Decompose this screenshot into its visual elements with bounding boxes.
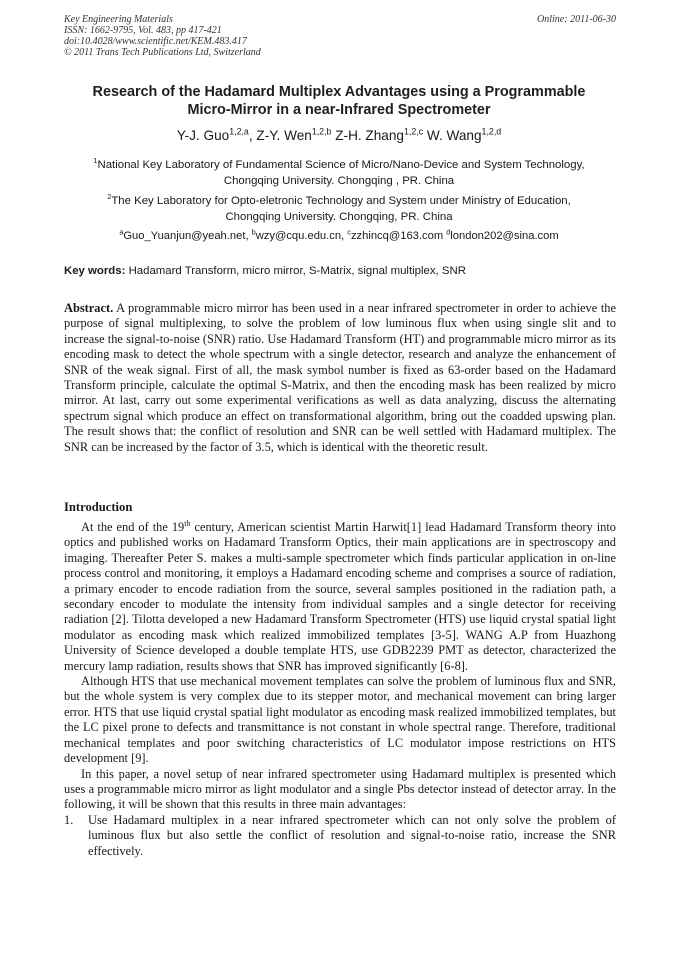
affiliation-sup: 2 xyxy=(107,192,112,202)
paragraph-text: century, American scientist Martin Harwit[1] lead Hadamard Transform theory into optics and published works on Hadamard Transform Optics, their main applications are in spectroscopy and imaging. Thereafter Peter S. makes a multi-sample spectrometer which finds particular application in on-line process control and monitoring, it employs a Hadamard encoding scheme and comprises a source of radiation, a primary encoder to encode radiation from the source, several samples positioned in the radiation path, a secondary encoder to modulate the intensity from individual samples and a single detector for receiving radiation [2]. Tilotta developed a new Hadamard Transform Spectrometer (HTS) use liquid crystal spatial light modulator as encoding mask which realized immobilized templates [3-5]. WANG A.P from Huazhong University of Science developed a double template HTS, use GDB2239 PMT as detector, characterized the mercury lamp radiation, results shows that SNR has improved significantly [6-8]. xyxy=(64,520,616,673)
author xyxy=(177,128,257,143)
paragraph xyxy=(64,520,616,674)
doi-line: doi:10.4028/www.scientific.net/KEM.483.417 xyxy=(64,36,247,47)
keywords-label: Key words: xyxy=(64,265,126,277)
author xyxy=(427,128,501,143)
paragraph-text: At the end of the 19 xyxy=(81,520,185,534)
affiliation-line: Chongqing University. Chongqing, PR. China xyxy=(225,211,453,223)
affiliation-line: Chongqing University. Chongqing , PR. China xyxy=(223,175,455,187)
affiliation-sup: 1 xyxy=(93,156,98,166)
list-text: Use Hadamard multiplex in a near infrared spectrometer which can not only solve the problem of luminous flux but also settle the conflict of resolution and signal-to-noise ratio, increase the SNR effectively. xyxy=(88,812,616,858)
affiliation-line xyxy=(40,157,638,173)
author-affil-sup: 1,2,a xyxy=(229,126,249,137)
paragraph: Although HTS that use mechanical movement templates can solve the problem of luminous flux and SNR, but the whole system is very complex due to its stepper motor, and mechanical movement can bring larger error. HTS that use liquid crystal spatial light modulator as encoding mask realized immobilized templates, but the LC pixel prone to defects and transmittance is not constant in whole spectral range. Therefore, traditional mechanical templates and poor switching characteristics of LC modulator impose restrictions on HTS development [9]. xyxy=(64,674,616,766)
author-list xyxy=(40,127,638,145)
author xyxy=(256,128,335,143)
email-sup: d xyxy=(446,227,451,237)
paper-title xyxy=(40,83,638,119)
introduction-body xyxy=(64,520,616,859)
author-name: Z-Y. Wen xyxy=(256,128,312,143)
email-sup: a xyxy=(119,227,124,237)
ordinal-sup: th xyxy=(184,518,191,528)
abstract-text: A programmable micro mirror has been used in a near infrared spectrometer in order to achieve the purpose of signal multiplexing, to solve the problem of low luminous flux when using single slit and to increase the signal-to-noise (SNR) ratio. Use Hadamard Transform (HT) and programmable micro mirror as its encoding mask to detect the whole spectrum with a single detector, research and analyze the enhancement of SNR of the weak signal. First of all, the mask symbol number is fixed as 63-order based on the Hadamard Transform principle, calculate the optimal S-Matrix, and then the encoding mask has been realized by micro mirror. At last, carry out some experimental verifications as well as data analyzing, discuss the alternating spectrum signal which produce an effect on transformational algorithm, bring out the coadded upswing plan. The result shows that: the conflict of resolution and SNR can be well settled with Hadamard multiplex. The SNR can be increased by the factor of 3.5, which is identical with the theoretic result. xyxy=(64,301,616,454)
author-affil-sup: 1,2,b xyxy=(311,126,332,137)
section-heading-introduction: Introduction xyxy=(64,500,133,514)
abstract xyxy=(64,301,616,455)
email-link[interactable]: Guo_Yuanjun@yeah.net, xyxy=(123,230,252,242)
affiliation-line xyxy=(40,193,638,209)
author-emails xyxy=(40,229,638,244)
journal-header xyxy=(64,14,616,58)
author-name: Z-H. Zhang xyxy=(335,128,404,143)
email-link[interactable]: zzhincq@163.com xyxy=(350,230,447,242)
advantages-list xyxy=(64,813,616,859)
affiliation-2 xyxy=(40,193,638,225)
affiliation-1 xyxy=(40,157,638,189)
abstract-label: Abstract. xyxy=(64,301,114,315)
paragraph: In this paper, a novel setup of near infrared spectrometer using Hadamard multiplex is presented which uses a programmable micro mirror as light modulator and a single Pbs detector instead of detector array. In the following, it will be shown that this results in three main advantages: xyxy=(64,766,616,812)
author-affil-sup: 1,2,c xyxy=(403,126,424,137)
list-item xyxy=(64,813,616,859)
copyright-line: © 2011 Trans Tech Publications Ltd, Switzerland xyxy=(64,47,261,58)
keywords xyxy=(64,264,616,279)
title-line: Micro-Mirror in a near-Infrared Spectrometer xyxy=(187,102,491,118)
email-link[interactable]: london202@sina.com xyxy=(450,230,559,242)
email-sup: b xyxy=(251,227,256,237)
journal-name: Key Engineering Materials xyxy=(64,14,173,25)
issn-line: ISSN: 1662-9795, Vol. 483, pp 417-421 xyxy=(64,25,222,36)
affiliation-text: The Key Laboratory for Opto-eletronic Technology and System under Ministry of Education, xyxy=(111,195,571,207)
online-date: Online: 2011-06-30 xyxy=(537,14,616,25)
affiliation-text: National Key Laboratory of Fundamental Science of Micro/Nano-Device and System Technology, xyxy=(97,159,585,171)
keywords-text: Hadamard Transform, micro mirror, S-Matrix, signal multiplex, SNR xyxy=(125,265,466,277)
author xyxy=(335,128,427,143)
email-link[interactable]: wzy@cqu.edu.cn, xyxy=(255,230,348,242)
author-sep: , xyxy=(248,128,257,143)
email-sup: c xyxy=(347,227,351,237)
list-number: 1. xyxy=(64,812,74,827)
title-line: Research of the Hadamard Multiplex Advantages using a Programmable xyxy=(92,84,586,100)
author-name: Y-J. Guo xyxy=(176,128,230,143)
author-affil-sup: 1,2,d xyxy=(481,126,502,137)
author-name: W. Wang xyxy=(426,128,482,143)
